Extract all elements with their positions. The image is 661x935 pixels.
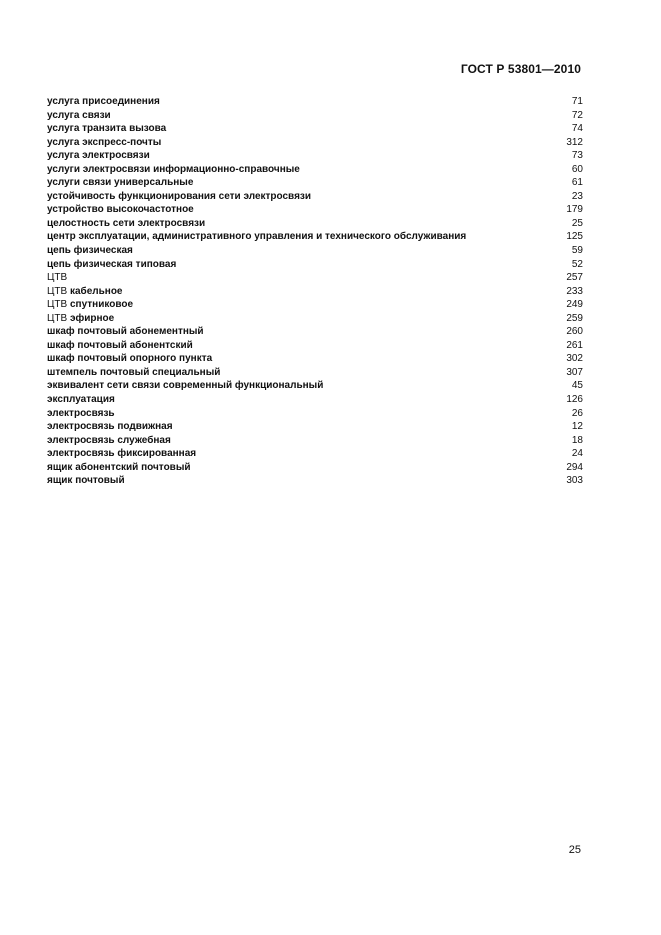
index-term-text: устойчивость функционирования сети электросвязи (47, 190, 312, 202)
index-term (47, 339, 193, 353)
index-term (47, 163, 300, 177)
index-term (47, 136, 161, 150)
index-page-reference: 60 (571, 163, 583, 175)
index-term-text: целостность сети электросвязи (47, 217, 206, 229)
index-entry (47, 461, 583, 475)
index-term-text: ящик абонентский почтовый (47, 461, 191, 473)
index-entry (47, 190, 583, 204)
index-entry (47, 312, 583, 326)
index-term-text: цепь физическая (47, 245, 133, 257)
index-term-abbreviation: ЦТВ (47, 272, 68, 284)
index-page-reference: 303 (566, 475, 583, 487)
index-term-text: шкаф почтовый абонентский (47, 339, 193, 351)
index-entry (47, 217, 583, 231)
index-entry (47, 434, 583, 448)
index-term-text: услуга присоединения (47, 96, 160, 107)
index-term (47, 176, 193, 190)
index-term-abbreviation: ЦТВ (47, 285, 70, 297)
index-term-text: устройство высокочастотное (47, 204, 194, 216)
index-term-text: электросвязь фиксированная (47, 448, 197, 460)
index-term-abbreviation: ЦТВ (47, 312, 70, 324)
index-term (47, 379, 323, 393)
index-entry (47, 285, 583, 299)
index-entry (47, 366, 583, 380)
index-term-text: электросвязь служебная (47, 434, 171, 446)
index-page-reference: 259 (566, 312, 583, 324)
index-term-text: услуга связи (47, 109, 111, 121)
index-page-reference: 257 (566, 272, 583, 284)
index-term (47, 393, 115, 407)
index-term-text: центр эксплуатации, административного управления и технического обслуживания (47, 231, 467, 243)
index-page-reference: 26 (571, 407, 583, 419)
index-page-reference: 73 (571, 150, 583, 162)
index-term (47, 149, 150, 163)
index-term (47, 109, 111, 123)
index-entry (47, 163, 583, 177)
index-entry (47, 339, 583, 353)
index-term-text: услуги электросвязи информационно-справочные (47, 163, 300, 175)
index-page-reference: 312 (566, 136, 583, 148)
index-term-text: эксплуатация (47, 394, 115, 406)
index-term (47, 461, 191, 475)
index-term (47, 447, 196, 461)
index-term-text: услуги связи универсальные (47, 177, 194, 189)
index-term (47, 366, 220, 380)
index-entry (47, 149, 583, 163)
index-page-reference: 302 (566, 353, 583, 365)
index-page-reference: 249 (566, 299, 583, 311)
index-term-text: спутниковое (69, 299, 134, 311)
index-entry (47, 258, 583, 272)
index-term (47, 352, 212, 366)
index-term-text: услуга транзита вызова (47, 123, 167, 135)
index-page-reference: 52 (571, 258, 583, 270)
index-term-text: цепь физическая типовая (47, 258, 177, 270)
index-entry (47, 407, 583, 421)
index-term-text: шкаф почтовый абонементный (47, 326, 204, 338)
index-page-reference: 307 (566, 366, 583, 378)
index-term (47, 217, 205, 231)
index-entry (47, 122, 583, 136)
index-term-text: электросвязь (47, 407, 115, 419)
index-entry (47, 176, 583, 190)
index-term (47, 285, 122, 299)
index-entry (47, 95, 583, 109)
index-term (47, 325, 204, 339)
index-term (47, 420, 173, 434)
index-entry (47, 203, 583, 217)
index-page-reference: 25 (571, 217, 583, 229)
index-term-text: эфирное (69, 312, 115, 324)
document-code-header: ГОСТ Р 53801—2010 (460, 62, 581, 76)
index-term-text: шкаф почтовый опорного пункта (47, 353, 213, 365)
index-term (47, 244, 133, 258)
index-term (47, 190, 311, 204)
index-page-reference: 126 (566, 394, 583, 406)
index-page-reference: 59 (571, 245, 583, 257)
index-term-text: услуга экспресс-почты (47, 136, 162, 148)
index-entry (47, 298, 583, 312)
index-page-reference: 233 (566, 285, 583, 297)
index-term (47, 434, 171, 448)
index-term (47, 203, 194, 217)
index-page-reference: 261 (566, 339, 583, 351)
index-page-reference: 125 (566, 231, 583, 243)
index-entry (47, 325, 583, 339)
index-entry (47, 420, 583, 434)
index-entry (47, 244, 583, 258)
index-entry (47, 136, 583, 150)
index-page-reference: 12 (571, 421, 583, 433)
index-page-reference: 294 (566, 461, 583, 473)
index-page-reference: 72 (571, 109, 583, 121)
index-term-text: кабельное (69, 285, 123, 297)
index-entry (47, 271, 583, 285)
index-term-text: эквивалент сети связи современный функциональный (47, 380, 324, 392)
index-entry (47, 109, 583, 123)
index-page-reference: 74 (571, 123, 583, 135)
index-page-reference: 24 (571, 448, 583, 460)
alphabetical-index (47, 95, 583, 488)
index-term-text: услуга электросвязи (47, 150, 150, 162)
page-number: 25 (568, 844, 581, 856)
index-entry (47, 230, 583, 244)
index-term (47, 95, 160, 109)
index-term (47, 474, 125, 488)
index-term (47, 258, 176, 272)
index-entry (47, 379, 583, 393)
index-term (47, 312, 114, 326)
index-page-reference: 260 (566, 326, 583, 338)
index-term-text: электросвязь подвижная (47, 421, 173, 433)
index-page-reference: 18 (571, 434, 583, 446)
index-term-abbreviation: ЦТВ (47, 299, 70, 311)
index-page-reference: 45 (571, 380, 583, 392)
index-entry (47, 352, 583, 366)
index-term (47, 298, 133, 312)
index-term (47, 230, 466, 244)
index-page-reference: 179 (566, 204, 583, 216)
index-page-reference: 61 (571, 177, 583, 189)
index-page-reference: 23 (571, 190, 583, 202)
index-term-text: штемпель почтовый специальный (47, 366, 221, 378)
index-term (47, 407, 115, 421)
index-entry (47, 474, 583, 488)
index-term (47, 122, 166, 136)
index-entry (47, 447, 583, 461)
index-page-reference: 71 (571, 96, 583, 107)
index-term-text: ящик почтовый (47, 475, 125, 487)
index-term (47, 271, 67, 285)
index-entry (47, 393, 583, 407)
